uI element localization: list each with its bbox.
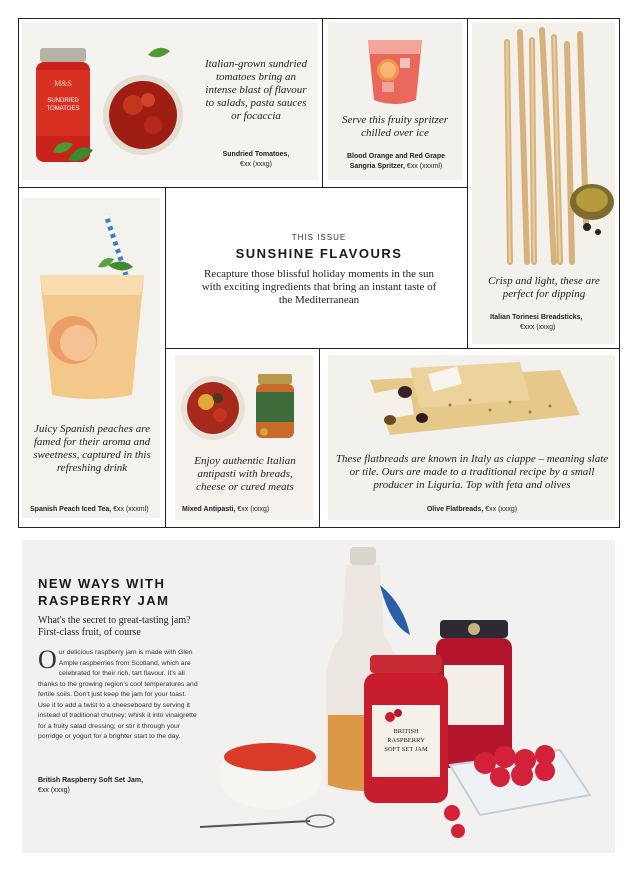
antipasti-image bbox=[178, 360, 310, 450]
jam-jar-label-2: RASPBERRY bbox=[387, 737, 425, 744]
jam-title bbox=[38, 575, 218, 609]
peach-product bbox=[30, 505, 164, 515]
jam-body bbox=[38, 645, 198, 743]
spritzer-caption: Serve this fruity spritzer chilled over ice bbox=[341, 114, 449, 139]
grid-rule-left bbox=[18, 18, 19, 528]
breadsticks-product-price: €xxx (xxxg) bbox=[520, 324, 556, 331]
tomato-jar-label-1: SUNDRIED bbox=[47, 98, 79, 104]
breadsticks-caption: Crisp and light, these are perfect for dipping bbox=[488, 275, 600, 300]
grid-rule-col2 bbox=[467, 18, 468, 349]
grid-rule-right bbox=[619, 18, 620, 528]
grid-rule-col3 bbox=[165, 188, 166, 528]
flatbreads-caption: These flatbreads are known in Italy as ciappe – meaning slate or tile. Ours are made to a traditional recipe by a small producer in Liguria. Top with feta and olives bbox=[335, 453, 609, 491]
tomato-product-name: Sundried Tomatoes, bbox=[222, 151, 290, 158]
peach-product-price: €xx (xxxml) bbox=[113, 506, 149, 513]
spritzer-product bbox=[334, 152, 458, 172]
jam-title-line1: NEW WAYS WITH bbox=[38, 576, 166, 591]
tomato-jar-brand: M&S bbox=[54, 79, 72, 88]
grid-rule-top bbox=[18, 18, 620, 19]
jam-jar-label-1: BRITISH bbox=[393, 728, 419, 735]
breadsticks-image bbox=[472, 22, 615, 262]
antipasti-product-name: Mixed Antipasti, bbox=[182, 506, 236, 513]
jam-product-name: British Raspberry Soft Set Jam, bbox=[38, 777, 144, 784]
grid-rule-row1 bbox=[18, 187, 468, 188]
flatbreads-product bbox=[334, 505, 610, 515]
jam-jar-label-3: SOFT SET JAM bbox=[384, 746, 428, 753]
breadsticks-product-name: Italian Torinesi Breadsticks, bbox=[490, 314, 583, 321]
spritzer-glass-image bbox=[360, 30, 430, 110]
feature-kicker: THIS ISSUE bbox=[291, 233, 347, 242]
jam-dropcap: O bbox=[38, 645, 57, 674]
grid-rule-col4 bbox=[319, 349, 320, 528]
antipasti-product bbox=[182, 505, 316, 515]
jam-body-text: ur delicious raspberry jam is made with Glen Ample raspberries from Scotland, which are celebrated for their rich, tart flavour. It's all thanks to the growing region's cool temperatures and fertile soils. Don't just keep the jam for your toast. Use it to add a twist to a cheeseboard by serving it instead of traditional chutney; whisk it into vinaigrette for a fruity salad dressing; or stir it through your porridge or yogurt for a brighter start to the day. bbox=[38, 649, 198, 740]
peach-caption: Juicy Spanish peaches are famed for their aroma and sweetness, captured in this refreshing drink bbox=[33, 423, 151, 474]
flatbreads-product-name: Olive Flatbreads, bbox=[426, 506, 484, 513]
jam-title-line2: RASPBERRY JAM bbox=[38, 593, 170, 608]
flatbreads-image bbox=[360, 360, 590, 445]
spritzer-product-name-2: Sangria Spritzer, bbox=[349, 163, 405, 170]
jam-subtitle: What's the secret to great-tasting jam? First-class fruit, of course bbox=[38, 615, 191, 638]
tomato-product-price: €xx (xxxg) bbox=[240, 161, 272, 168]
tomato-jar-label-2: TOMATOES bbox=[46, 106, 80, 112]
antipasti-caption: Enjoy authentic Italian antipasti with breads, cheese or cured meats bbox=[194, 455, 296, 493]
tomato-caption: Italian-grown sundried tomatoes bring an intense blast of flavour to salads, pasta sauces or focaccia bbox=[205, 58, 307, 122]
tomato-jar-image bbox=[28, 40, 198, 170]
breadsticks-product bbox=[490, 313, 610, 333]
feature-intro: Recapture those blissful holiday moments in the sun with exciting ingredients that bring an instant taste of the Mediterranean bbox=[201, 268, 437, 306]
feature-title: SUNSHINE FLAVOURS bbox=[235, 246, 403, 261]
tomato-product bbox=[200, 150, 312, 170]
flatbreads-product-price: €xx (xxxg) bbox=[485, 506, 518, 513]
jam-product bbox=[38, 776, 208, 796]
spritzer-product-name: Blood Orange and Red Grape bbox=[346, 153, 445, 160]
grid-rule-row2 bbox=[165, 348, 620, 349]
grid-rule-col1 bbox=[322, 18, 323, 188]
jam-still-life-image bbox=[200, 545, 610, 845]
spritzer-product-price: €xx (xxxml) bbox=[406, 163, 443, 170]
antipasti-product-price: €xx (xxxg) bbox=[237, 506, 270, 513]
jam-product-price: €xx (xxxg) bbox=[38, 787, 70, 794]
peach-tea-image bbox=[28, 205, 156, 405]
peach-product-name: Spanish Peach Iced Tea, bbox=[30, 506, 112, 513]
